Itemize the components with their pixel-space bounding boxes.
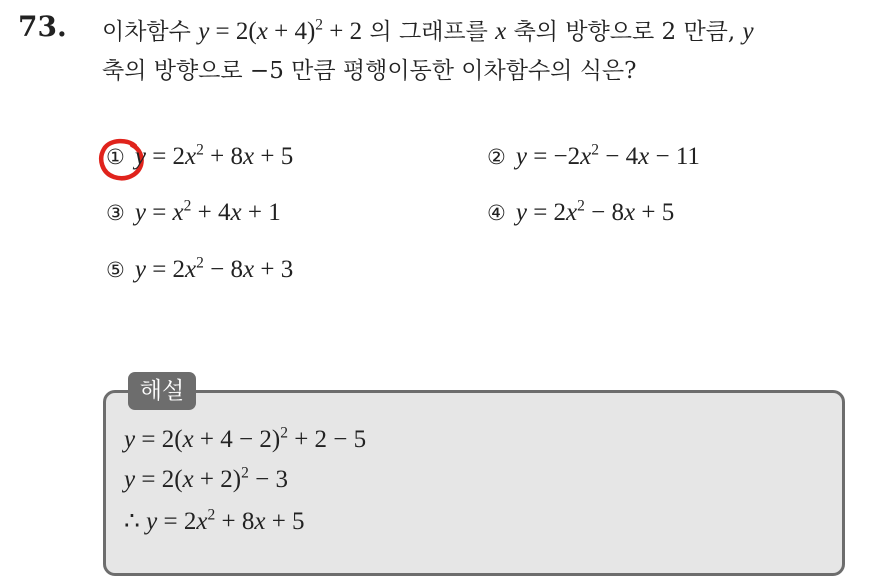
choice-5[interactable]: ⑤ $y = 2x^2 - 8x + 3$ [106, 254, 294, 283]
solution-tag: 해설 [128, 372, 196, 410]
stem-equation: $y = 2(x + 4)^2 + 2$ [198, 16, 363, 45]
choice-3[interactable]: ③ $y = x^2 + 4x + 1$ [106, 197, 281, 226]
solution-line-3: ∴ $y = 2x^2 + 8x + 5$ [124, 506, 305, 535]
stem-text: 축의 방향으로 2 만큼, [506, 19, 743, 45]
stem-variable: y [742, 18, 754, 45]
question-line-2: 축의 방향으로 −5 만큼 평행이동한 이차함수의 식은? [102, 58, 637, 84]
stem-text: 이차함수 [102, 19, 191, 45]
question-line-1 [102, 12, 872, 52]
stem-variable: x [495, 18, 507, 45]
question-number: 73. [18, 10, 67, 43]
solution-line-2: $y = 2(x + 2)^2 - 3$ [124, 464, 288, 493]
question-stem [102, 12, 872, 91]
solution-line-1: $y = 2(x + 4 - 2)^2 + 2 - 5$ [124, 424, 367, 453]
choice-1[interactable]: ① $y = 2x^2 + 8x + 5$ [106, 141, 294, 170]
stem-text: 의 그래프를 [362, 19, 496, 45]
choice-4[interactable]: ④ $y = 2x^2 - 8x + 5$ [487, 197, 675, 226]
choice-2[interactable]: ② $y = -2x^2 - 4x - 11$ [487, 141, 700, 170]
